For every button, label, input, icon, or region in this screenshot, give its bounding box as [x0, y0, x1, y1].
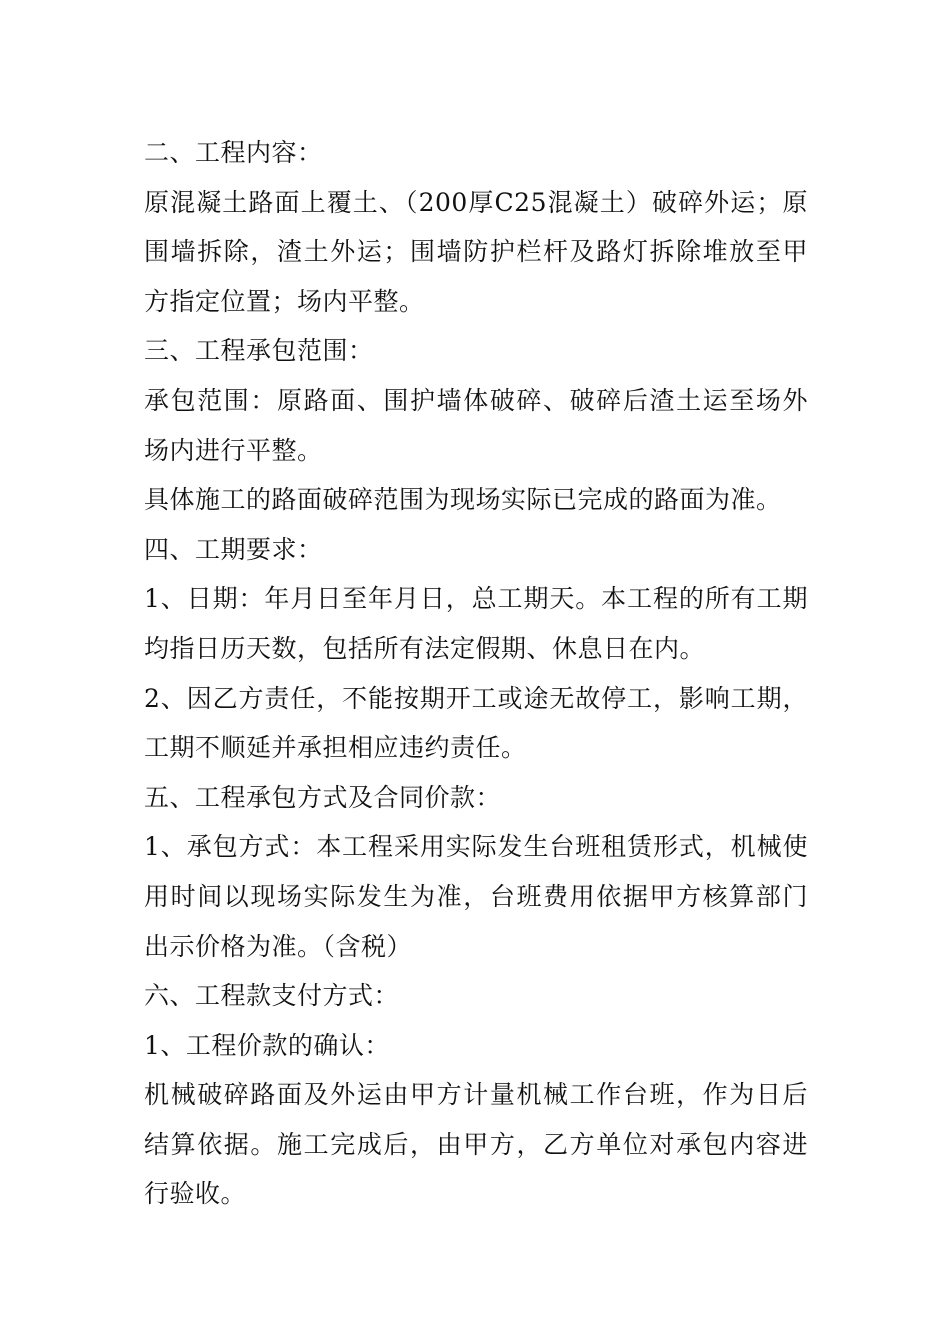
paragraph-line: 方指定位置；场内平整。 — [144, 286, 425, 316]
paragraph-line: 场内进行平整。 — [144, 435, 323, 465]
paragraph-line: 均指日历天数，包括所有法定假期、休息日在内。 — [144, 633, 706, 663]
heading-contract-scope: 三、工程承包范围： — [144, 336, 374, 366]
paragraph-line: 用时间以现场实际发生为准，台班费用依据甲方核算部门 — [144, 881, 808, 911]
paragraph-line: 出示价格为准。（含税） — [144, 931, 413, 961]
paragraph-line: 2、因乙方责任，不能按期开工或途无故停工，影响工期， — [144, 683, 808, 713]
paragraph-line: 原混凝土路面上覆土、（200厚C25混凝土）破碎外运；原 — [144, 187, 808, 217]
heading-payment-method: 六、工程款支付方式： — [144, 981, 400, 1011]
paragraph-line: 具体施工的路面破碎范围为现场实际已完成的路面为准。 — [144, 485, 782, 515]
paragraph-line: 围墙拆除，渣土外运；围墙防护栏杆及路灯拆除堆放至甲 — [144, 237, 808, 267]
paragraph-line: 结算依据。施工完成后，由甲方，乙方单位对承包内容进 — [144, 1129, 808, 1159]
heading-project-content: 二、工程内容： — [144, 138, 323, 167]
paragraph-line: 机械破碎路面及外运由甲方计量机械工作台班，作为日后 — [144, 1080, 808, 1110]
subheading-price-confirmation: 1、工程价款的确认： — [144, 1030, 390, 1060]
document-body — [144, 128, 808, 1219]
heading-schedule-requirements: 四、工期要求： — [144, 534, 323, 564]
paragraph-line: 1、日期：年月日至年月日，总工期天。本工程的所有工期 — [144, 584, 808, 614]
paragraph-line: 工期不顺延并承担相应违约责任。 — [144, 733, 527, 763]
heading-contract-method-price: 五、工程承包方式及合同价款： — [144, 782, 502, 812]
paragraph-line: 行验收。 — [144, 1179, 247, 1209]
paragraph-line: 1、承包方式：本工程采用实际发生台班租赁形式，机械使 — [144, 832, 808, 862]
paragraph-line: 承包范围：原路面、围护墙体破碎、破碎后渣土运至场外 — [144, 385, 808, 415]
